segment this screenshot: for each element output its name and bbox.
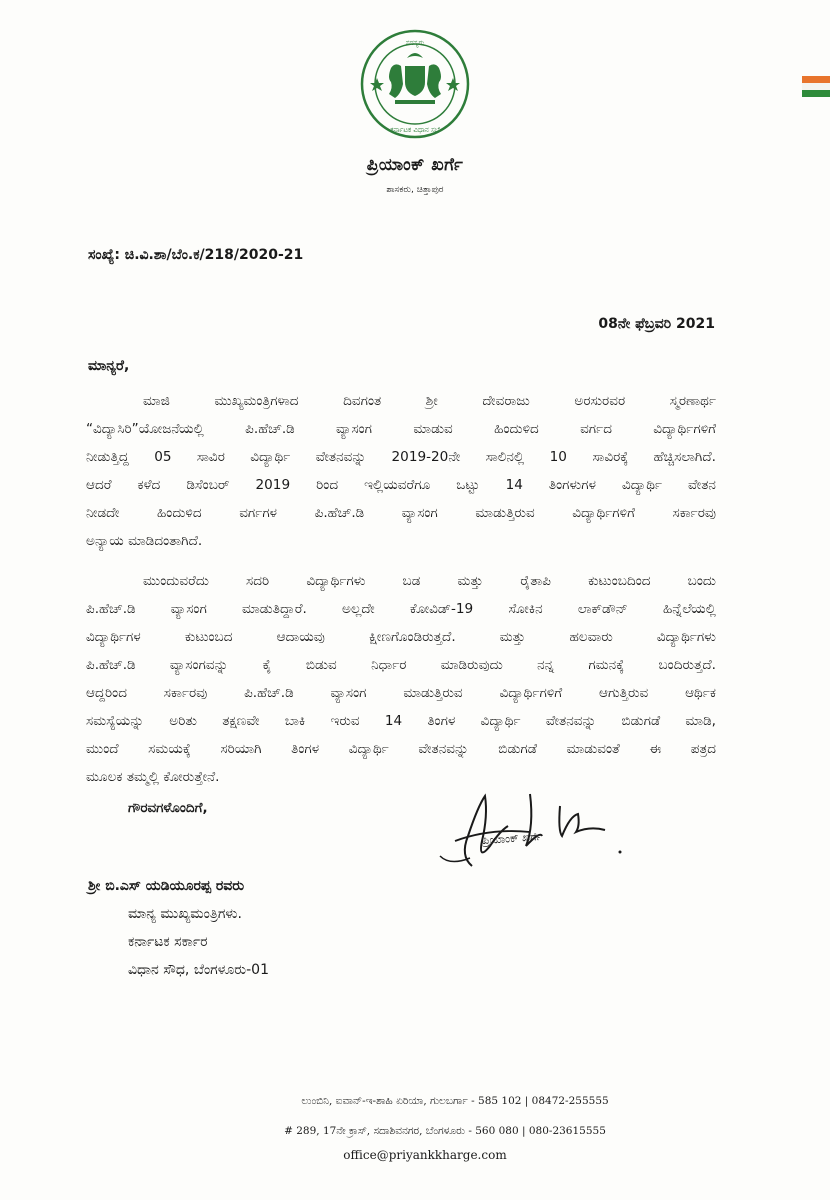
addressee-name: ಶ್ರೀ ಬಿ.ಎಸ್ ಯಡಿಯೂರಪ್ಪ ರವರು xyxy=(88,878,245,894)
paragraph-line: ವಿದ್ಯಾರ್ಥಿಗಳ ಕುಟುಂಬದ ಆದಾಯವು ಕ್ಷೀಣಗೊಂಡಿರುತ್ತದೆ. ಮತ್ತು ಹಲವಾರು ವಿದ್ಯಾರ್ಥಿಗಳು xyxy=(86,629,716,645)
paragraph-line: ಆದ್ದರಿಂದ ಸರ್ಕಾರವು ಪಿ.ಹೆಚ್.ಡಿ ವ್ಯಾಸಂಗ ಮಾಡುತ್ತಿರುವ ವಿದ್ಯಾರ್ಥಿಗಳಿಗೆ ಆಗುತ್ತಿರುವ ಆರ್ಥಿಕ xyxy=(86,685,716,701)
signature-name: ಪ್ರಿಯಾಂಕ್ ಖರ್ಗೆ xyxy=(481,829,543,848)
body-paragraph-2 xyxy=(86,567,716,791)
paragraph-line: “ವಿದ್ಯಾಸಿರಿ”ಯೋಜನೆಯಲ್ಲಿ ಪಿ.ಹೆಚ್.ಡಿ ವ್ಯಾಸಂಗ ಮಾಡುವ ಹಿಂದುಳಿದ ವರ್ಗದ ವಿದ್ಯಾರ್ಥಿಗಳಿಗೆ xyxy=(86,421,716,437)
paragraph-line: ನೀಡುತ್ತಿದ್ದ 05 ಸಾವಿರ ವಿದ್ಯಾರ್ಥಿ ವೇತನವನ್ನು 2019-20ನೇ ಸಾಲಿನಲ್ಲಿ 10 ಸಾವಿರಕ್ಕೆ ಹೆಚ್ಚಿಸಲಾಗಿದೆ. xyxy=(86,449,716,465)
svg-text:ಸದಸ್ಯರು: ಸದಸ್ಯರು xyxy=(405,39,425,47)
paragraph-line: ಪಿ.ಹೆಚ್.ಡಿ ವ್ಯಾಸಂಗ ಮಾಡುತಿದ್ದಾರೆ. ಅಲ್ಲದೇ ಕೋವಿಡ್-19 ಸೋಕಿನ ಲಾಕ್‌ಡೌನ್ ಹಿನ್ನೆಲೆಯಲ್ಲಿ xyxy=(86,601,716,617)
letterhead-name: ಪ್ರಿಯಾಂಕ್ ಖರ್ಗೆ xyxy=(366,155,464,175)
paragraph-line: ಮಾಜಿ ಮುಖ್ಯಮಂತ್ರಿಗಳಾದ ದಿವಗಂತ ಶ್ರೀ ದೇವರಾಜು ಅರಸುರವರ ಸ್ಮರಣಾರ್ಥ xyxy=(143,393,716,409)
svg-text:ಕರ್ನಾಟಕ ವಿಧಾನ ಸಭೆ: ಕರ್ನಾಟಕ ವಿಧಾನ ಸಭೆ xyxy=(390,126,440,134)
letter-date: 08ನೇ ಫೆಬ್ರವರಿ 2021 xyxy=(598,316,715,332)
paragraph-line: ಸಮಸ್ಯೆಯನ್ನು ಅರಿತು ತಕ್ಷಣವೇ ಬಾಕಿ ಇರುವ 14 ತಿಂಗಳ ವಿದ್ಯಾರ್ಥಿ ವೇತನವನ್ನು ಬಿಡುಗಡೆ ಮಾಡಿ, xyxy=(86,713,716,729)
paragraph-line: ಆದರೆ ಕಳೆದ ಡಿಸೆಂಬರ್ 2019 ರಿಂದ ಇಲ್ಲಿಯವರೆಗೂ ಒಟ್ಟು 14 ತಿಂಗಳುಗಳ ವಿದ್ಯಾರ್ಥಿ ವೇತನ xyxy=(86,477,716,493)
closing-greeting: ಗೌರವಗಳೊಂದಿಗೆ, xyxy=(128,800,208,816)
salutation: ಮಾನ್ಯರೆ, xyxy=(88,358,130,374)
body-paragraph-1 xyxy=(86,387,716,555)
addressee-line: ಮಾನ್ಯ ಮುಖ್ಯಮಂತ್ರಿಗಳು. xyxy=(128,906,242,922)
paragraph-line: ಮುಂದುವರೆದು ಸದರಿ ವಿದ್ಯಾರ್ಥಿಗಳು ಬಡ ಮತ್ತು ರೈತಾಪಿ ಕುಟುಂಬದಿಂದ ಬಂದು xyxy=(143,573,716,589)
footer-address-bengaluru: # 289, 17ನೇ ಕ್ರಾಸ್, ಸದಾಶಿವನಗರ, ಬೆಂಗಳೂರು - 560 080 | 080-23615555 xyxy=(284,1125,606,1137)
paragraph-line: ಪಿ.ಹೆಚ್.ಡಿ ವ್ಯಾಸಂಗವನ್ನು ಕೈ ಬಿಡುವ ನಿರ್ಧಾರ ಮಾಡಿರುವುದು ನನ್ನ ಗಮನಕ್ಕೆ ಬಂದಿರುತ್ತದೆ. xyxy=(86,657,716,673)
addressee-line: ಕರ್ನಾಟಕ ಸರ್ಕಾರ xyxy=(128,934,208,950)
addressee-line: ವಿಧಾನ ಸೌಧ, ಬೆಂಗಳೂರು-01 xyxy=(128,962,269,978)
footer-address-gulbarga: ಲುಂಬಿನಿ, ಐವಾನ್-ಇ-ಶಾಹಿ ಏರಿಯಾ, ಗುಲಬರ್ಗಾ - 585 102 | 08472-255555 xyxy=(301,1095,609,1107)
letterhead-designation: ಶಾಸಕರು, ಚಿತ್ತಾಪುರ xyxy=(386,185,444,195)
paragraph-line: ಮೂಲಕ ತಮ್ಮಲ್ಲಿ ಕೋರುತ್ತೇನೆ. xyxy=(86,769,220,785)
paragraph-line: ಮುಂದೆ ಸಮಯಕ್ಕೆ ಸರಿಯಾಗಿ ತಿಂಗಳ ವಿದ್ಯಾರ್ಥಿ ವೇತನವನ್ನು ಬಿಡುಗಡೆ ಮಾಡುವಂತೆ ಈ ಪತ್ರದ xyxy=(86,741,716,757)
paragraph-line: ನೀಡದೇ ಹಿಂದುಳಿದ ವರ್ಗಗಳ ಪಿ.ಹೆಚ್.ಡಿ ವ್ಯಾಸಂಗ ಮಾಡುತ್ತಿರುವ ವಿದ್ಯಾರ್ಥಿಗಳಿಗೆ ಸರ್ಕಾರವು xyxy=(86,505,716,521)
karnataka-emblem-seal xyxy=(357,28,473,140)
footer-email: office@priyankkharge.com xyxy=(343,1148,507,1162)
flag-stripe-decoration xyxy=(802,76,830,97)
paragraph-line: ಅನ್ಯಾಯ ಮಾಡಿದಂತಾಗಿದೆ. xyxy=(86,533,203,549)
addressee-block xyxy=(88,872,269,984)
reference-number: ಸಂಖ್ಯೆ: ಚಿ.ವಿ.ಶಾ/ಬೆಂ.ಕ/218/2020-21 xyxy=(88,247,304,263)
